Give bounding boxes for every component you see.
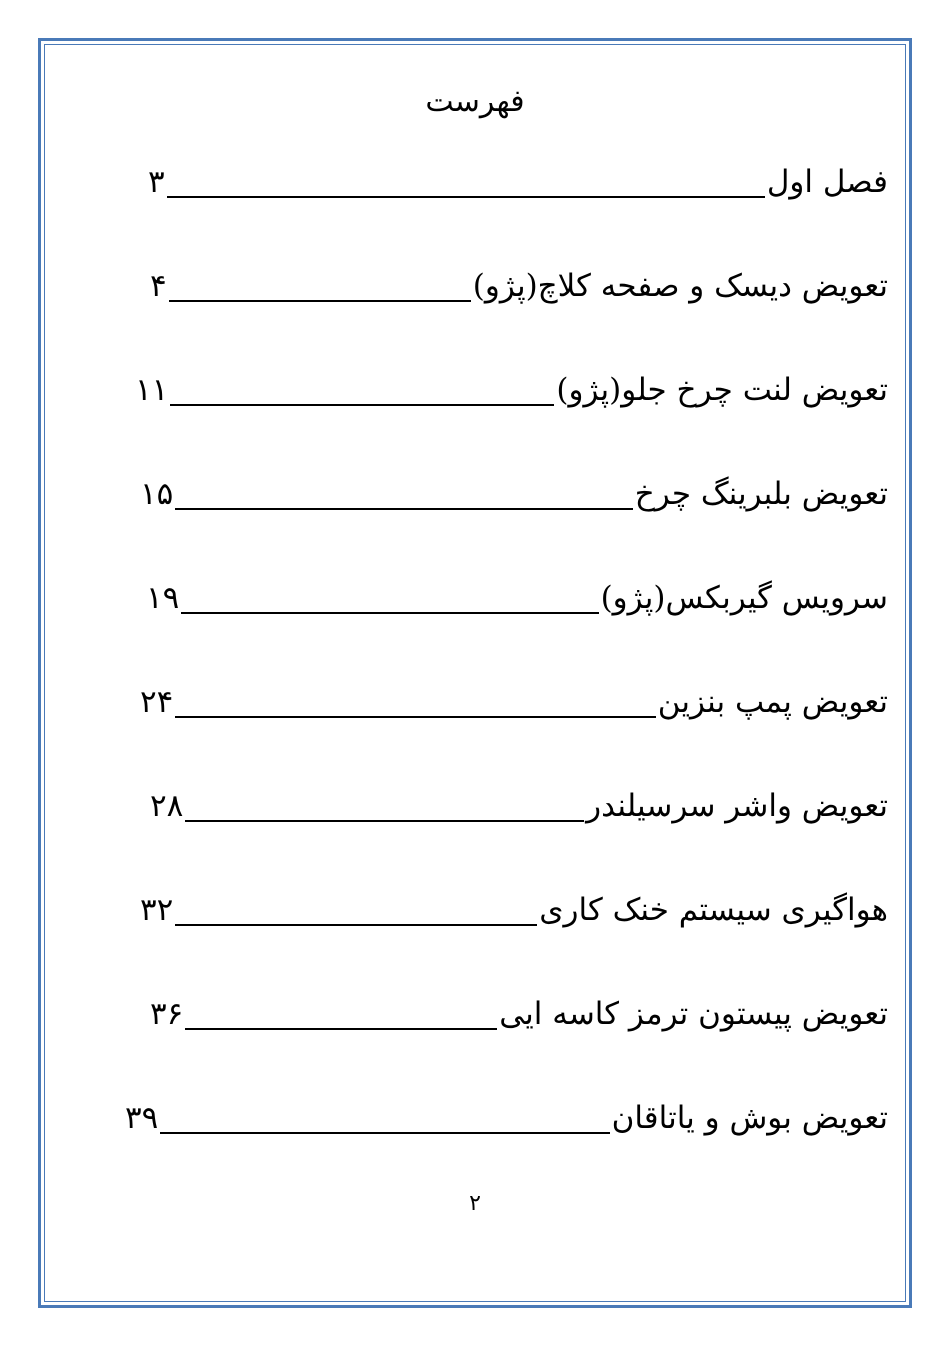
toc-entry-title: تعویض پیستون ترمز کاسه ایی (499, 996, 888, 1032)
page-number: ۲ (469, 1191, 481, 1216)
toc-leader-line (169, 299, 471, 302)
toc-entry-page: ۱۱ (135, 372, 169, 408)
toc-entry-page: ۱۵ (140, 476, 174, 512)
toc-entry-title: تعویض لنت چرخ جلو(پژو) (556, 372, 888, 408)
toc-entry-page: ۳۶ (150, 996, 184, 1032)
toc-entry[interactable] (140, 474, 888, 518)
toc-heading: فهرست (425, 84, 525, 119)
toc-entry-page: ۱۹ (146, 580, 180, 616)
toc-leader-line (175, 715, 655, 718)
toc-entry[interactable] (135, 370, 888, 414)
toc-entry-title: تعویض بلبرینگ چرخ (634, 476, 888, 512)
toc-entry-title: تعویض بوش و یاتاقان (611, 1100, 888, 1136)
toc-entry-page: ۳۹ (125, 1100, 159, 1136)
toc-entry-title: تعویض پمپ بنزین (657, 684, 888, 720)
toc-entry[interactable] (140, 890, 888, 934)
toc-entry-title: تعویض دیسک و صفحه کلاچ(پژو) (472, 268, 888, 304)
toc-entry-page: ۳۲ (140, 892, 174, 928)
toc-entry[interactable] (140, 682, 888, 726)
toc-entry[interactable] (125, 1098, 888, 1142)
toc-entry-page: ۲۴ (140, 684, 174, 720)
toc-leader-line (175, 923, 537, 926)
toc-entry[interactable] (150, 266, 888, 310)
toc-entry[interactable] (150, 994, 888, 1038)
toc-leader-line (185, 819, 584, 822)
toc-leader-line (185, 1027, 497, 1030)
toc-entry-title: فصل اول (766, 164, 888, 200)
toc-leader-line (160, 1131, 609, 1134)
toc-leader-line (181, 611, 598, 614)
toc-entry-page: ۴ (150, 268, 167, 304)
toc-leader-line (167, 195, 765, 198)
toc-entry[interactable] (150, 786, 888, 830)
toc-entry-title: تعویض واشر سرسیلندر (586, 788, 888, 824)
toc-entry-title: هواگیری سیستم خنک کاری (539, 892, 888, 928)
toc-entry-page: ۳ (148, 164, 165, 200)
toc-entry-title: سرویس گیربکس(پژو) (600, 580, 888, 616)
toc-entry-page: ۲۸ (150, 788, 184, 824)
toc-leader-line (170, 403, 554, 406)
toc-leader-line (175, 507, 632, 510)
toc-entry[interactable] (148, 162, 888, 206)
toc-entry[interactable] (146, 578, 888, 622)
